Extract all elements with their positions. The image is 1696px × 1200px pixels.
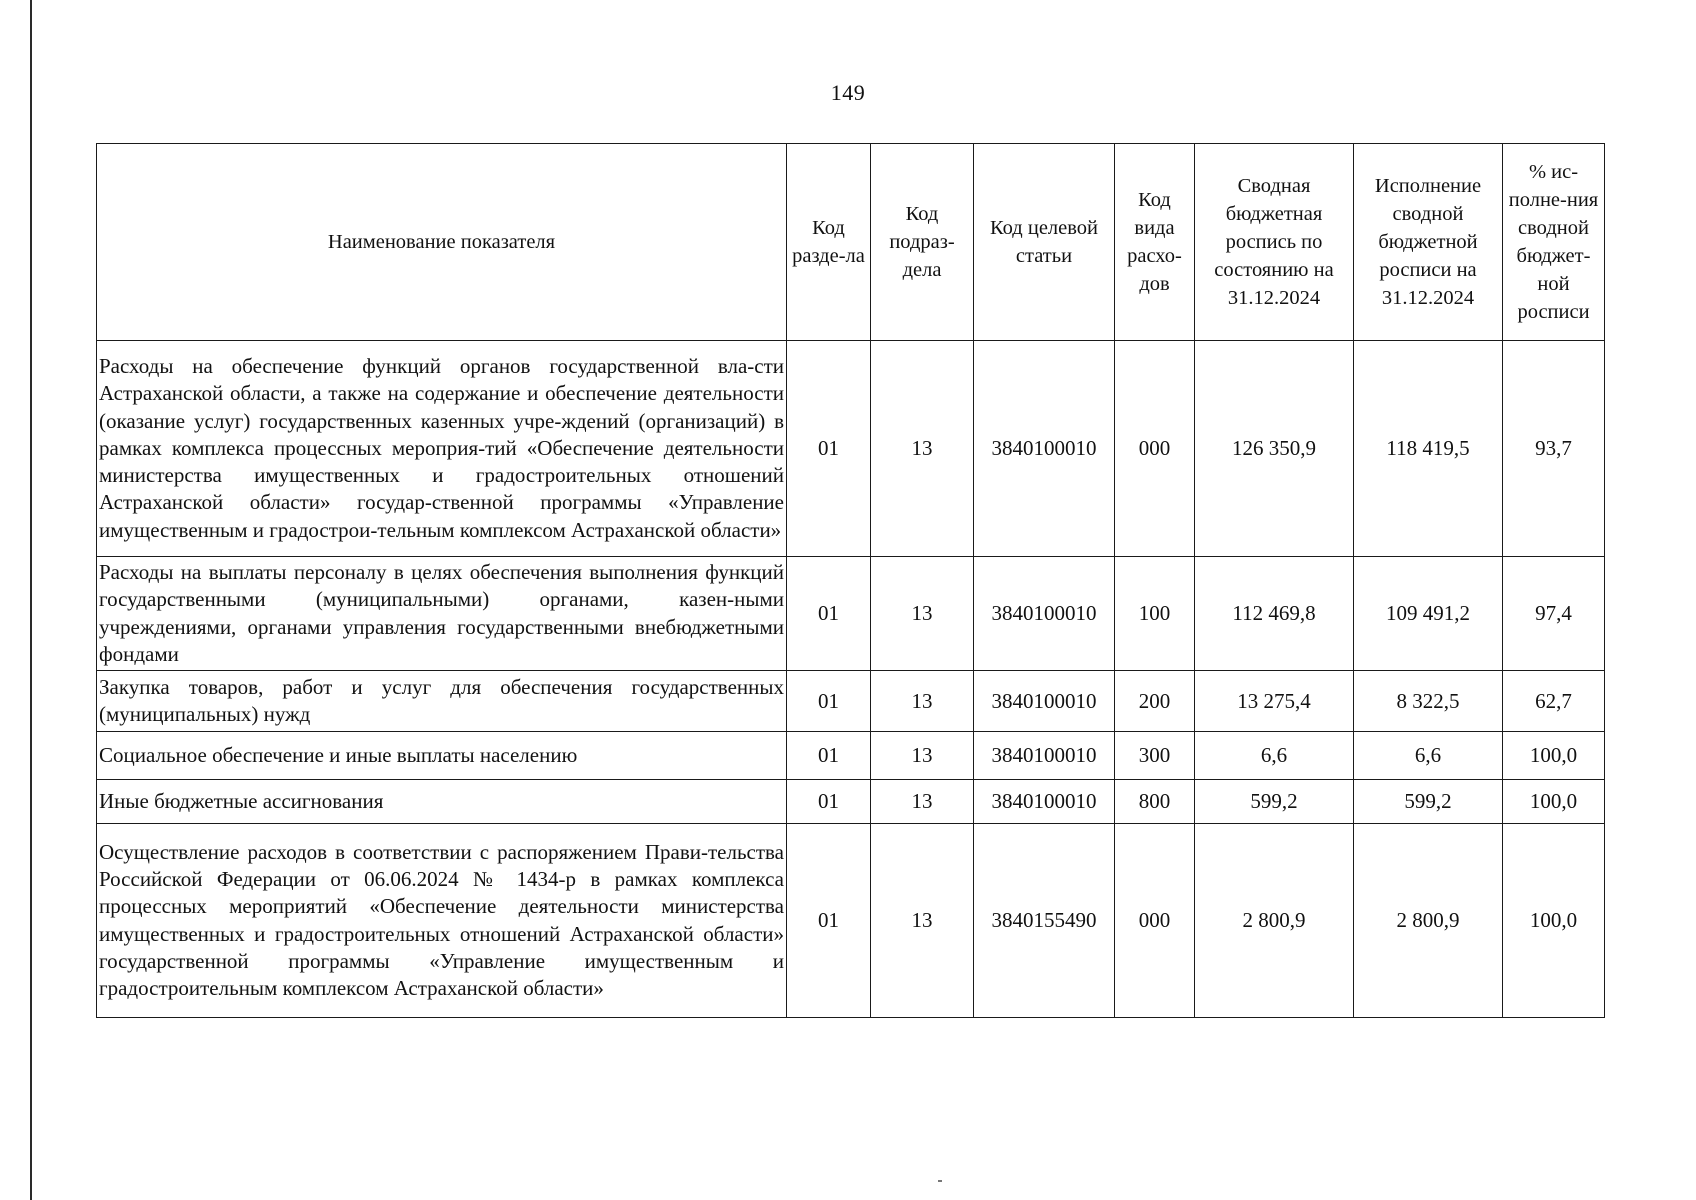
row-plan: 2 800,9 [1195, 824, 1354, 1018]
header-razdel: Код разде-ла [787, 144, 871, 341]
row-percent: 97,4 [1503, 557, 1605, 671]
row-name: Осуществление расходов в соответствии с распоряжением Прави-тельства Российской Федерации от 06.06.2024 № 1434-р в рамках комплекса процессных мероприятий «Обеспечение деятельности министерства имущественных и градостроительных отношений Астраханской области» государственной программы «Управление имущественным и градостроительным комплексом Астраханской области» [97, 824, 787, 1018]
table-row [97, 557, 1605, 671]
row-percent: 62,7 [1503, 671, 1605, 732]
row-ispolnenie: 6,6 [1354, 732, 1503, 780]
header-vid-rashodov: Код вида расхо-дов [1115, 144, 1195, 341]
table-row [97, 671, 1605, 732]
row-podrazdel: 13 [871, 671, 974, 732]
row-ispolnenie: 2 800,9 [1354, 824, 1503, 1018]
row-vid-rashodov: 000 [1115, 824, 1195, 1018]
header-podrazdel: Код подраз-дела [871, 144, 974, 341]
row-percent: 100,0 [1503, 824, 1605, 1018]
row-plan: 599,2 [1195, 780, 1354, 824]
row-name: Закупка товаров, работ и услуг для обеспечения государственных (муниципальных) нужд [97, 671, 787, 732]
row-vid-rashodov: 100 [1115, 557, 1195, 671]
row-vid-rashodov: 200 [1115, 671, 1195, 732]
row-razdel: 01 [787, 341, 871, 557]
row-cel-statya: 3840100010 [974, 557, 1115, 671]
table-header-row [97, 144, 1605, 341]
row-ispolnenie: 599,2 [1354, 780, 1503, 824]
table-row [97, 824, 1605, 1018]
row-percent: 100,0 [1503, 732, 1605, 780]
row-cel-statya: 3840100010 [974, 671, 1115, 732]
row-ispolnenie: 8 322,5 [1354, 671, 1503, 732]
row-podrazdel: 13 [871, 824, 974, 1018]
page-number: 149 [830, 80, 866, 105]
row-podrazdel: 13 [871, 557, 974, 671]
row-plan: 126 350,9 [1195, 341, 1354, 557]
table-row [97, 780, 1605, 824]
row-podrazdel: 13 [871, 732, 974, 780]
header-name: Наименование показателя [97, 144, 787, 341]
row-razdel: 01 [787, 671, 871, 732]
table-row [97, 732, 1605, 780]
row-vid-rashodov: 800 [1115, 780, 1195, 824]
row-podrazdel: 13 [871, 780, 974, 824]
row-cel-statya: 3840100010 [974, 341, 1115, 557]
row-cel-statya: 3840155490 [974, 824, 1115, 1018]
row-name: Иные бюджетные ассигнования [97, 780, 787, 824]
row-percent: 100,0 [1503, 780, 1605, 824]
row-podrazdel: 13 [871, 341, 974, 557]
row-vid-rashodov: 300 [1115, 732, 1195, 780]
header-percent: % ис-полне-ния сводной бюджет-ной росписи [1503, 144, 1605, 341]
row-name: Социальное обеспечение и иные выплаты населению [97, 732, 787, 780]
row-razdel: 01 [787, 780, 871, 824]
row-plan: 6,6 [1195, 732, 1354, 780]
row-plan: 112 469,8 [1195, 557, 1354, 671]
row-vid-rashodov: 000 [1115, 341, 1195, 557]
row-percent: 93,7 [1503, 341, 1605, 557]
header-ispolnenie: Исполнение сводной бюджетной росписи на 31.12.2024 [1354, 144, 1503, 341]
row-ispolnenie: 118 419,5 [1354, 341, 1503, 557]
row-razdel: 01 [787, 557, 871, 671]
row-name: Расходы на выплаты персоналу в целях обеспечения выполнения функций государственными (муниципальными) органами, казен-ными учреждениями, органами управления государственными внебюджетными фондами [97, 557, 787, 671]
row-cel-statya: 3840100010 [974, 780, 1115, 824]
row-razdel: 01 [787, 824, 871, 1018]
scan-left-edge [30, 0, 32, 1200]
table-row [97, 341, 1605, 557]
row-ispolnenie: 109 491,2 [1354, 557, 1503, 671]
budget-execution-table [96, 143, 1605, 1018]
row-plan: 13 275,4 [1195, 671, 1354, 732]
header-cel-statya: Код целевой статьи [974, 144, 1115, 341]
row-name: Расходы на обеспечение функций органов государственной вла-сти Астраханской области, а также на содержание и обеспечение деятельности (оказание услуг) государственных казенных учре-ждений (организаций) в рамках комплекса процессных мероприя-тий «Обеспечение деятельности министерства имущественных и градостроительных отношений Астраханской области» государ-ственной программы «Управление имущественным и градострои-тельным комплексом Астраханской области» [97, 341, 787, 557]
header-plan: Сводная бюджетная роспись по состоянию на 31.12.2024 [1195, 144, 1354, 341]
row-cel-statya: 3840100010 [974, 732, 1115, 780]
row-razdel: 01 [787, 732, 871, 780]
scan-dust-mark [938, 1180, 942, 1182]
